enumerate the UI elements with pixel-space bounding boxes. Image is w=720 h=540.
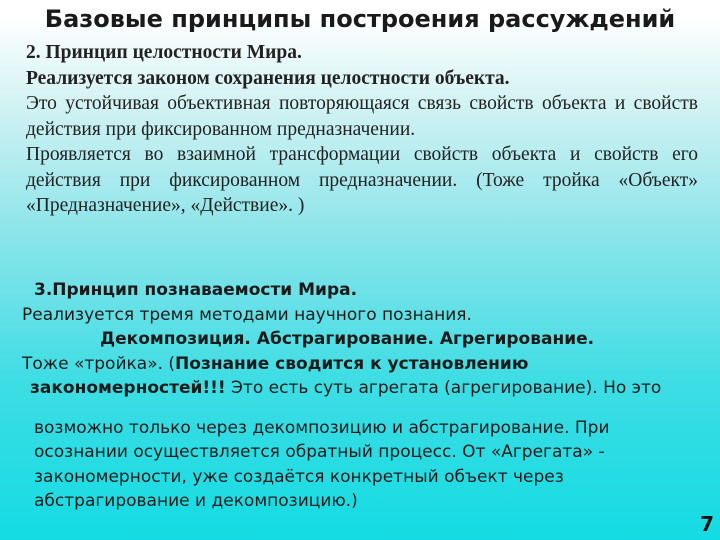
section-3-line-4-rest: Это есть суть агрегата (агрегирование). Но это (225, 378, 662, 398)
section-3-line-5: возможно только через декомпозицию и абстрагирование. При (34, 417, 610, 438)
section-3-line-1: Реализуется тремя методами научного познания. (22, 304, 472, 325)
page-number: 7 (700, 512, 714, 536)
section-2-heading: 2. Принцип целостности Мира. (26, 42, 302, 63)
section-3-methods: Декомпозиция. Абстрагирование. Агрегирование. (100, 329, 595, 349)
section-2-subheading: Реализуется законом сохранения целостности объекта. (26, 67, 510, 89)
section-3-principle-cognizability (22, 278, 712, 514)
section-3-line-3-prefix: Тоже «тройка». ( (22, 353, 176, 374)
section-2-paragraph-2: Проявляется во взаимной трансформации свойств объекта и свойств его действия при фиксированном предназначении. (Тоже тройка «Объект» «Предназначение», «Действие». ) (26, 144, 698, 216)
section-2-principle-integrity (26, 40, 698, 219)
slide-title: Базовые принципы построения рассуждений (44, 5, 676, 33)
section-3-spacer (22, 401, 712, 416)
section-3-line-3-bold: Познание сводится к установлению (175, 353, 529, 374)
section-2-paragraph-1: Это устойчивая объективная повторяющаяся связь свойств объекта и свойств действия при фиксированном предназначении. (26, 93, 698, 140)
section-3-line-8: абстрагирование и декомпозицию.) (34, 491, 358, 511)
section-3-line-7: закономерности, уже создаётся конкретный объект через (34, 466, 564, 487)
section-3-line-4 (22, 376, 712, 401)
section-3-heading: 3.Принцип познаваемости Мира. (34, 280, 358, 300)
section-3-line-3 (22, 352, 712, 377)
section-3-line-6: осознании осуществляется обратный процесс. От «Агрегата» - (34, 442, 605, 462)
section-3-line-4-bold: закономерностей!!! (30, 378, 226, 398)
